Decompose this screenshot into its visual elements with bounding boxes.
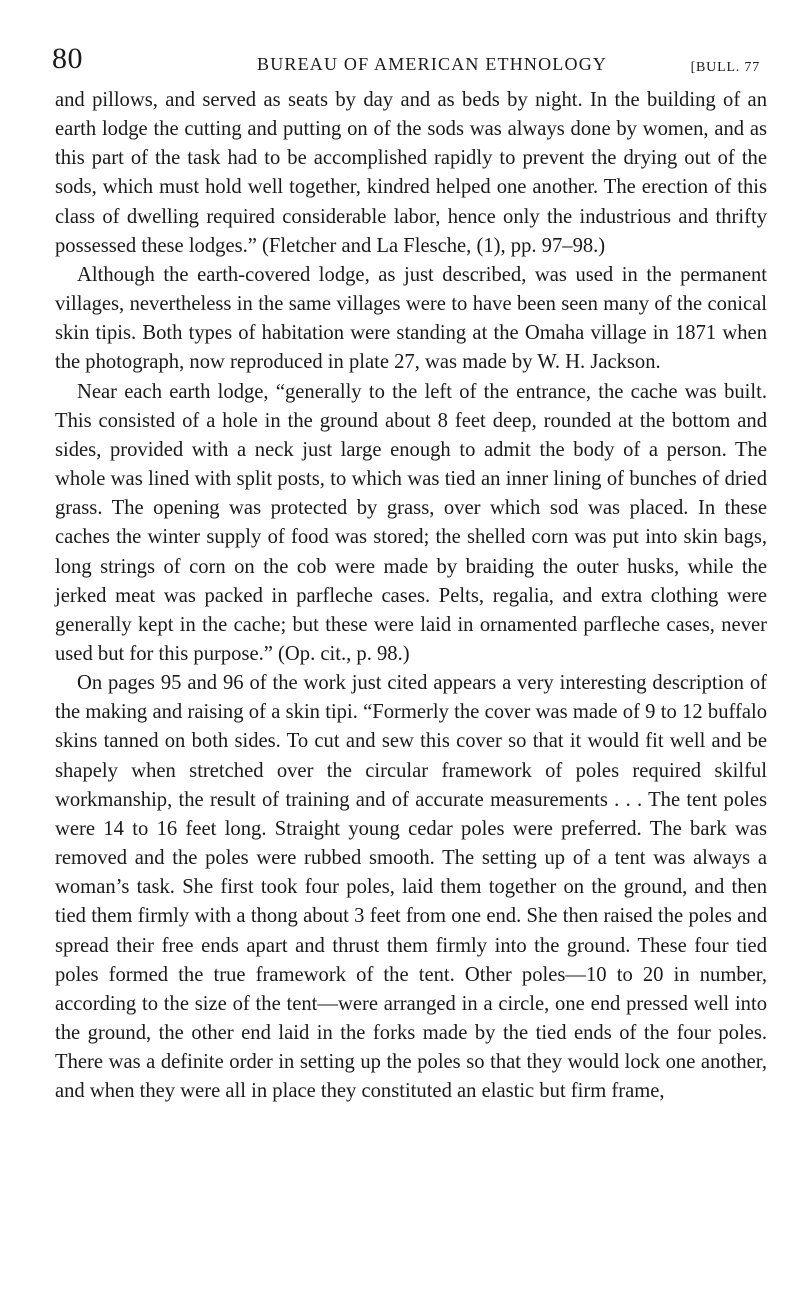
paragraph-skin-tipi: On pages 95 and 96 of the work just cited appears a very interesting description of the making and raising of a skin tipi. “Formerly the cover was made of 9 to 12 buffalo skins tanned on both sides. To cut and sew this cover so that it would fit well and be shapely when stretched over the circular framework of poles required skilful workmanship, the result of training and of accurate measurements . . . The tent poles were 14 to 16 feet long. Straight young cedar poles were preferred. The bark was removed and the poles were rubbed smooth. The setting up of a tent was always a woman’s task. She first took four poles, laid them together on the ground, and then tied them firmly with a thong about 3 feet from one end. She then raised the poles and spread their free ends apart and thrust them firmly into the ground. These four tied poles formed the true framework of the tent. Other poles—10 to 20 in number, according to the size of the tent—were arranged in a circle, one end pressed well into the ground, the other end laid in the forks made by the tied ends of the four poles. There was a definite order in setting up the poles so that they would lock one another, and when they were all in place they constituted an elastic but firm frame,	[55, 672, 767, 1103]
page-number: 80	[52, 42, 83, 75]
paragraph-cache: Near each earth lodge, “generally to the left of the entrance, the cache was built. This consisted of a hole in the ground about 8 feet deep, rounded at the bottom and sides, provided with a neck just large enough to admit the body of a person. The whole was lined with split posts, to which was tied an inner lining of bunches of dried grass. The opening was protected by grass, over which sod was placed. In these caches the winter supply of food was stored; the shelled corn was put into skin bags, long strings of corn on the cob were made by braiding the outer husks, while the jerked meat was packed in parfleche cases. Pelts, regalia, and extra clothing were generally kept in the cache; but these were laid in ornamented parfleche cases, never used but for this purpose.” (Op. cit., p. 98.)	[55, 380, 767, 665]
running-head: BUREAU OF AMERICAN ETHNOLOGY	[257, 54, 608, 74]
bulletin-reference: [BULL. 77	[690, 60, 760, 75]
page-header	[52, 42, 760, 78]
paragraph-continued: and pillows, and served as seats by day and as beds by night. In the building of an earth lodge the cutting and putting on of the sods was always done by women, and as this part of the task had to be accomplished rapidly to prevent the drying out of the sods, which must hold well together, kindred helped one another. The erection of this class of dwelling required considerable labor, hence only the industrious and thrifty possessed these lodges.” (Fletcher and La Flesche, (1), pp. 97–98.)	[55, 89, 767, 257]
paragraph-earth-lodge: Although the earth-covered lodge, as just described, was used in the permanent villages, nevertheless in the same villages were to have been seen many of the conical skin tipis. Both types of habitation were standing at the Omaha village in 1871 when the photograph, now reproduced in plate 27, was made by W. H. Jackson.	[55, 263, 767, 374]
body-text	[55, 86, 767, 1106]
